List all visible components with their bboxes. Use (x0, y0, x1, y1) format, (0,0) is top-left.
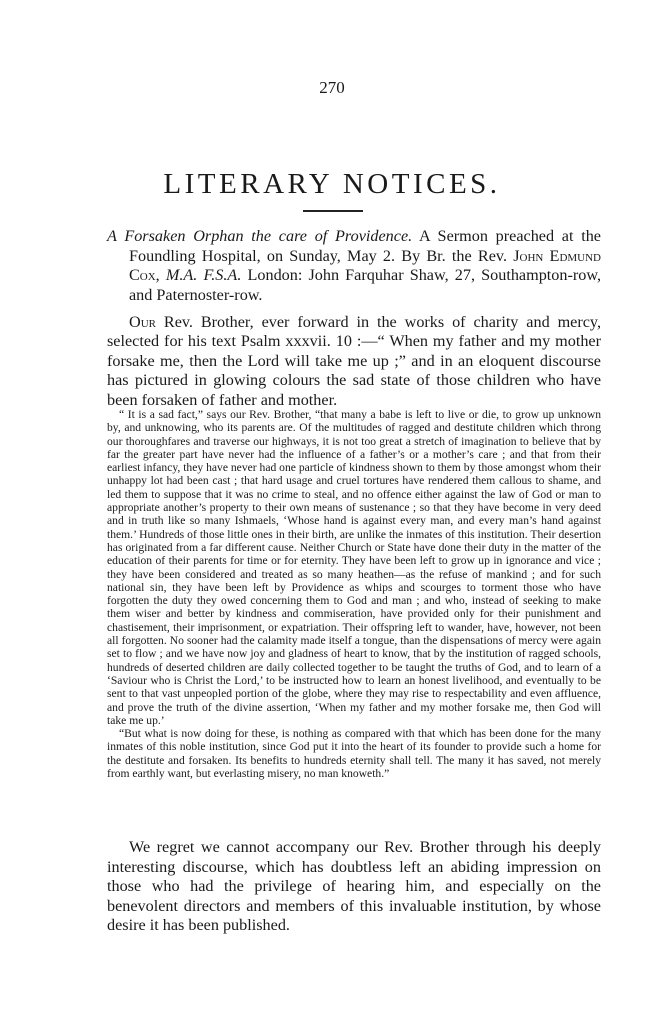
intro-lead-word: Our (129, 313, 156, 331)
notice-entry (107, 227, 601, 305)
section-heading: LITERARY NOTICES. (163, 168, 501, 200)
intro-text: Rev. Brother, ever forward in the works of charity and mercy, selected for his text Psalm xxxvii. 10 :—“ When my father and my mother forsake me, then the Lord will take me up ;” and in an eloquent discourse has pictured in glowing colours the sad state of those children who have been forsaken of father and mother. (107, 313, 602, 409)
notice-author: John Edmund Cox, (129, 246, 602, 284)
sermon-quotation (107, 408, 601, 780)
notice-degrees: M.A. F.S.A. (165, 266, 242, 284)
notice-title: A Forsaken Orphan the care of Providence. (107, 227, 413, 245)
notice-description: A Sermon preached at the Foundling Hospital, on Sunday, May 2. By Br. the Rev. (129, 227, 601, 265)
review-closing: We regret we cannot accompany our Rev. Brother through his deeply interesting discourse, which has doubtless left an abiding impression on those who had the privilege of hearing him, and especially on the benevolent directors and members of this invaluable institution, by whose desire it has been published. (107, 838, 601, 934)
quotation-paragraph: “ It is a sad fact,” says our Rev. Brother, “that many a babe is left to live or die, to grow up unknown by, and unknowing, who its parents are. Of the multitudes of ragged and destitute children which throng our thoroughfares and traverse our highways, it is not too great a stretch of imagination to believe that by far the greater part have never had the influence of a father’s or a mother’s care ; and that from their earliest infancy, they have never had one particle of kindness shown to them by those amongst whom their unhappy lot had been cast ; that hard usage and cruel tortures have rendered them callous to shame, and led them to suppose that it was no crime to steal, and no offence either against the law of God or man to appropriate another’s property to their own means of sustenance ; so that they have become in very deed and in truth like so many Ishmaels, ‘Whose hand is against every man, and every man’s hand against them.’ Hundreds of those little ones in their birth, are unlike the inmates of this institution. Their desertion has originated from a far different cause. Neither Church or State have done their duty in the matter of the education of their parents for time or for eternity. They have been left to grow up in ignorance and vice ; they have been considered and treated as so many heathen—as the refuse of mankind ; and for such national sin, they have been left by Providence as whips and scourges to torment those who have forgotten the duty they owed concerning them to God and man ; and who, instead of seeking to make them wiser and better by kindness and commiseration, have provided only for their punishment and chastisement, their imprisonment, or expatriation. Their offspring left to wander, have, however, not been all forgotten. No sooner had the calamity made itself a tongue, than the dispensations of mercy were again set to flow ; and we have now joy and gladness of heart to know, that by the institution of ragged schools, hundreds of deserted children are daily collected together to be taught the truths of God, and to learn of a ‘Saviour who is Christ the Lord,’ to be instructed how to learn an honest livelihood, and eventually to be sent to that vast unpeopled portion of the globe, where they may rise to respectability and even affluence, and prove the truth of the divine assertion, ‘When my father and my mother forsake me, then God will take me up.’ (107, 408, 601, 727)
quotation-paragraph: “But what is now doing for these, is nothing as compared with that which has been done for the many inmates of this noble institution, since God put it into the heart of its founder to provide such a home for the destitute and forsaken. Its benefits to hundreds eternity shall tell. The many it has saved, not merely from earthly want, but everlasting misery, no man knoweth.” (107, 727, 601, 781)
notice-publisher: London: John Farquhar Shaw, 27, Southampton-row, and Paternoster-row. (129, 266, 602, 304)
review-intro (107, 313, 601, 410)
page-number: 270 (319, 78, 345, 97)
heading-rule (303, 210, 363, 212)
